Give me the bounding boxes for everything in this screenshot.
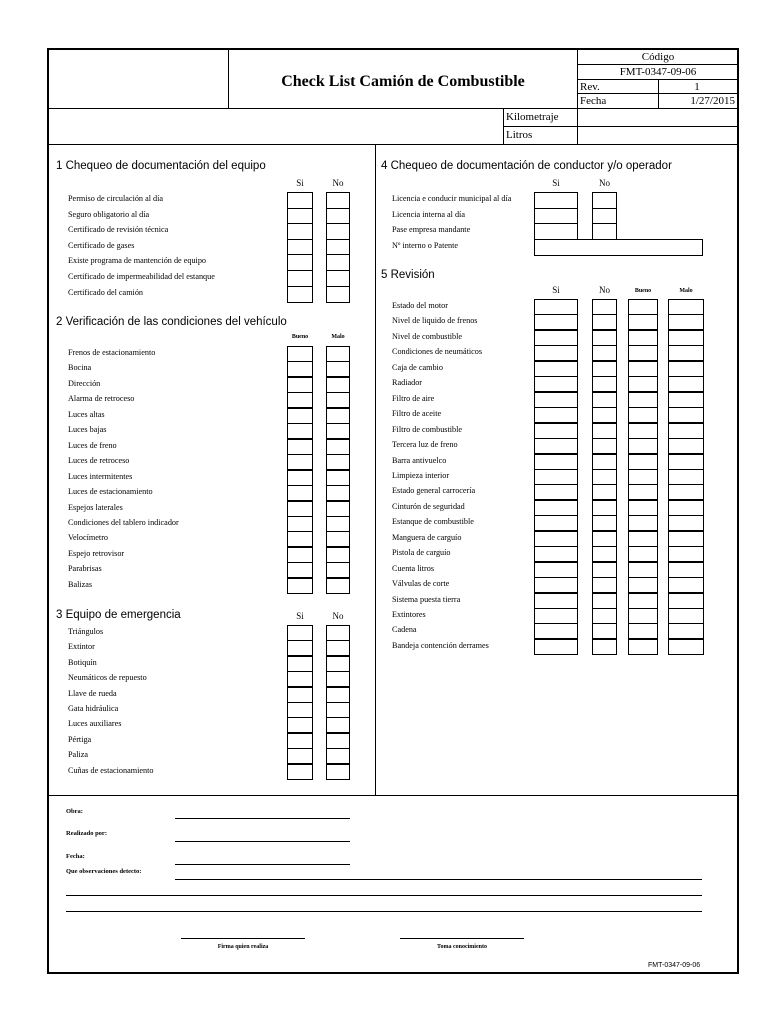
section2-item-label: Luces altas (68, 409, 105, 419)
section2-checkbox-col1[interactable] (287, 377, 313, 393)
section2-checkbox-col2[interactable] (326, 485, 350, 501)
section1-checkbox-col2[interactable] (326, 270, 350, 287)
section4-text-field[interactable] (534, 239, 703, 256)
section5-checkbox-col1[interactable] (534, 438, 578, 454)
section5-checkbox-col3[interactable] (628, 407, 658, 423)
section5-checkbox-col2[interactable] (592, 314, 617, 330)
section5-item-label: Limpieza interior (392, 470, 450, 480)
section3-checkbox-col1[interactable] (287, 640, 313, 656)
section5-item-label: Estado del motor (392, 301, 448, 310)
section5-item-label: Manguera de carguío (392, 532, 462, 542)
section2-checkbox-col1[interactable] (287, 439, 313, 455)
section5-checkbox-col2[interactable] (592, 546, 617, 562)
section5-checkbox-col4[interactable] (668, 639, 704, 655)
section5-checkbox-col1[interactable] (534, 469, 578, 485)
section3-checkbox-col1[interactable] (287, 748, 313, 764)
section4-checkbox-col1[interactable] (534, 192, 578, 209)
section5-checkbox-col3[interactable] (628, 330, 658, 346)
section5-col-bueno: Bueno (634, 288, 652, 294)
section5-checkbox-col4[interactable] (668, 546, 704, 562)
section1-item-label: Existe programa de mantención de equipo (68, 256, 207, 266)
section5-checkbox-col4[interactable] (668, 484, 704, 500)
section3-item-label: Pértiga (68, 734, 92, 744)
section3-checkbox-col2[interactable] (326, 702, 350, 718)
section5-checkbox-col4[interactable] (668, 608, 704, 624)
section5-col-no: No (599, 285, 610, 295)
section3-item-label: Gata hidráulica (68, 704, 119, 713)
section2-checkbox-col1[interactable] (287, 423, 313, 439)
section1-checkbox-col2[interactable] (326, 239, 350, 256)
section3-checkbox-col1[interactable] (287, 687, 313, 703)
section1-checkbox-col1[interactable] (287, 286, 313, 303)
section5-checkbox-col2[interactable] (592, 577, 617, 593)
section2-checkbox-col1[interactable] (287, 485, 313, 501)
section2-item-label: Velocímetro (68, 533, 109, 543)
section1-item-label: Permiso de circulación al día (68, 194, 164, 203)
firma-line[interactable] (181, 938, 305, 939)
section2-checkbox-col1[interactable] (287, 578, 313, 594)
section5-checkbox-col4[interactable] (668, 423, 704, 439)
section2-col-bueno: Bueno (291, 334, 309, 340)
section5-checkbox-col4[interactable] (668, 469, 704, 485)
section5-item-label: Nivel de combustible (392, 331, 463, 341)
section1-checkbox-col2[interactable] (326, 208, 350, 225)
section2-checkbox-col2[interactable] (326, 470, 350, 486)
section5-col-malo: Malo (679, 288, 693, 294)
section5-item-label: Válvulas de corte (392, 579, 450, 589)
section2-title: 2 Verificación de las condiciones del vehículo (56, 316, 287, 328)
section5-checkbox-col1[interactable] (534, 484, 578, 500)
section5-item-label: Cadena (392, 625, 417, 635)
section2-checkbox-col1[interactable] (287, 392, 313, 408)
section5-checkbox-col3[interactable] (628, 577, 658, 593)
info-bottom-line (48, 144, 738, 145)
section2-checkbox-col1[interactable] (287, 408, 313, 424)
section5-checkbox-col3[interactable] (628, 345, 658, 361)
section5-item-label: Filtro de aceite (392, 409, 442, 419)
section2-item-label: Condiciones del tablero indicador (68, 517, 179, 527)
section1-title: 1 Chequeo de documentación del equipo (56, 160, 266, 172)
footer-code: FMT-0347-09-06 (648, 962, 701, 969)
section1-checkbox-col2[interactable] (326, 286, 350, 303)
section4-item-label: Pase empresa mandante (392, 225, 471, 235)
section3-item-label: Botiquín (68, 657, 97, 667)
section5-checkbox-col1[interactable] (534, 546, 578, 562)
section1-item-label: Certificado de impermeabilidad del estanque (68, 272, 215, 281)
section4-checkbox-col2[interactable] (592, 192, 617, 209)
section1-checkbox-col2[interactable] (326, 192, 350, 209)
section5-checkbox-col3[interactable] (628, 299, 658, 315)
section1-checkbox-col2[interactable] (326, 223, 350, 240)
section2-item-label: Parabrisas (68, 564, 102, 574)
section2-checkbox-col1[interactable] (287, 547, 313, 563)
section2-item-label: Luces de freno (68, 440, 117, 450)
section5-checkbox-col3[interactable] (628, 546, 658, 562)
section5-checkbox-col1[interactable] (534, 314, 578, 330)
section3-item-label: Neumáticos de repuesto (68, 673, 147, 683)
section5-item-label: Radiador (392, 378, 423, 388)
fecha-label: Fecha (580, 95, 607, 107)
section5-checkbox-col2[interactable] (592, 593, 617, 609)
section5-checkbox-col1[interactable] (534, 376, 578, 392)
section5-checkbox-col3[interactable] (628, 484, 658, 500)
section5-checkbox-col1[interactable] (534, 423, 578, 439)
section5-checkbox-col3[interactable] (628, 361, 658, 377)
section5-checkbox-col3[interactable] (628, 531, 658, 547)
section3-title: 3 Equipo de emergencia (56, 609, 181, 621)
section5-item-label: Caja de cambio (392, 362, 443, 372)
section5-checkbox-col4[interactable] (668, 562, 704, 578)
section5-checkbox-col4[interactable] (668, 299, 704, 315)
obra-label: Obra: (66, 808, 83, 815)
section1-item-label: Certificado de revisión técnica (68, 225, 169, 235)
section3-checkbox-col2[interactable] (326, 656, 350, 672)
section5-checkbox-col3[interactable] (628, 608, 658, 624)
section5-checkbox-col1[interactable] (534, 454, 578, 470)
section2-item-label: Luces bajas (68, 425, 107, 435)
section2-item-label: Dirección (68, 378, 101, 388)
section4-item-label: Licencia e conducir municipal al día (392, 194, 512, 203)
section5-checkbox-col4[interactable] (668, 392, 704, 408)
section4-col-no: No (599, 178, 610, 188)
toma-label: Toma conocimiento (437, 944, 487, 950)
section2-checkbox-col2[interactable] (326, 392, 350, 408)
section1-item-label: Certificado de gases (68, 240, 135, 250)
section5-checkbox-col2[interactable] (592, 484, 617, 500)
section5-checkbox-col4[interactable] (668, 314, 704, 330)
section5-item-label: Pistola de carguío (392, 548, 451, 558)
rev-value: 1 (694, 81, 700, 93)
section1-checkbox-col1[interactable] (287, 270, 313, 287)
section2-checkbox-col1[interactable] (287, 562, 313, 578)
section5-item-label: Nivel de liquido de frenos (392, 316, 478, 326)
section3-item-label: Luces auxiliares (68, 719, 122, 729)
section5-checkbox-col1[interactable] (534, 515, 578, 531)
observaciones-line-3[interactable] (66, 911, 702, 912)
section2-item-label: Luces de retroceso (68, 456, 130, 466)
section1-checkbox-col1[interactable] (287, 223, 313, 240)
section2-checkbox-col2[interactable] (326, 501, 350, 517)
section2-checkbox-col2[interactable] (326, 377, 350, 393)
section5-checkbox-col3[interactable] (628, 515, 658, 531)
fecha-value: 1/27/2015 (690, 95, 735, 107)
section2-checkbox-col2[interactable] (326, 423, 350, 439)
observaciones-line-1[interactable] (175, 879, 702, 880)
section2-checkbox-col1[interactable] (287, 531, 313, 547)
section2-item-label: Bocina (68, 363, 92, 373)
section5-checkbox-col4[interactable] (668, 345, 704, 361)
section2-col-malo: Malo (331, 334, 345, 340)
section3-checkbox-col2[interactable] (326, 733, 350, 749)
firma-label: Firma quien realiza (217, 944, 269, 950)
section2-item-label: Espejos laterales (68, 502, 123, 512)
realizado-field[interactable] (175, 841, 350, 842)
section2-checkbox-col2[interactable] (326, 578, 350, 594)
section5-checkbox-col3[interactable] (628, 623, 658, 639)
section5-checkbox-col4[interactable] (668, 577, 704, 593)
section3-item-label: Llave de rueda (68, 688, 117, 698)
section5-checkbox-col2[interactable] (592, 469, 617, 485)
section5-checkbox-col4[interactable] (668, 500, 704, 516)
observaciones-line-2[interactable] (66, 895, 702, 896)
section5-item-label: Filtro de aire (392, 393, 435, 403)
section5-item-label: Condiciones de neumáticos (392, 347, 483, 357)
toma-line[interactable] (400, 938, 524, 939)
section5-checkbox-col2[interactable] (592, 407, 617, 423)
section5-checkbox-col3[interactable] (628, 392, 658, 408)
section5-checkbox-col2[interactable] (592, 531, 617, 547)
footer-top-line (48, 795, 738, 796)
section1-checkbox-col1[interactable] (287, 208, 313, 225)
section3-checkbox-col1[interactable] (287, 625, 313, 641)
section2-checkbox-col1[interactable] (287, 346, 313, 362)
fecha-footer-field[interactable] (175, 864, 350, 865)
section2-checkbox-col2[interactable] (326, 454, 350, 470)
section5-checkbox-col2[interactable] (592, 330, 617, 346)
section5-checkbox-col1[interactable] (534, 577, 578, 593)
section5-checkbox-col2[interactable] (592, 608, 617, 624)
section2-checkbox-col2[interactable] (326, 361, 350, 377)
codigo-value: FMT-0347-09-06 (619, 66, 697, 78)
section5-item-label: Cinturón de seguridad (392, 501, 465, 511)
section3-checkbox-col2[interactable] (326, 764, 350, 780)
section5-checkbox-col3[interactable] (628, 438, 658, 454)
section5-checkbox-col3[interactable] (628, 454, 658, 470)
section1-checkbox-col2[interactable] (326, 254, 350, 271)
section5-checkbox-col4[interactable] (668, 623, 704, 639)
section5-checkbox-col4[interactable] (668, 376, 704, 392)
section3-item-label: Cuñas de estacionamiento (68, 765, 154, 775)
section2-checkbox-col1[interactable] (287, 516, 313, 532)
section2-item-label: Frenos de estacionamiento (68, 348, 156, 357)
section4-col-si: Si (552, 178, 560, 188)
section4-title: 4 Chequeo de documentación de conductor y/o operador (381, 160, 672, 172)
section3-checkbox-col2[interactable] (326, 671, 350, 687)
section5-item-label: Filtro de combustible (392, 424, 463, 434)
section3-checkbox-col2[interactable] (326, 640, 350, 656)
section5-checkbox-col3[interactable] (628, 314, 658, 330)
section2-item-label: Espejo retrovisor (68, 548, 125, 558)
section5-checkbox-col4[interactable] (668, 330, 704, 346)
section5-checkbox-col3[interactable] (628, 500, 658, 516)
section5-checkbox-col2[interactable] (592, 345, 617, 361)
section5-item-label: Cuenta litros (392, 563, 435, 573)
section1-col-si: Si (296, 178, 304, 188)
section5-checkbox-col1[interactable] (534, 608, 578, 624)
section5-checkbox-col1[interactable] (534, 562, 578, 578)
section5-checkbox-col4[interactable] (668, 454, 704, 470)
section1-checkbox-col1[interactable] (287, 192, 313, 209)
section5-checkbox-col2[interactable] (592, 423, 617, 439)
km-line (503, 126, 738, 127)
section3-checkbox-col1[interactable] (287, 702, 313, 718)
section2-checkbox-col2[interactable] (326, 439, 350, 455)
section5-item-label: Estanque de combustible (392, 517, 474, 527)
section5-item-label: Bandeja contención derrames (392, 640, 489, 650)
section5-checkbox-col2[interactable] (592, 500, 617, 516)
section5-checkbox-col3[interactable] (628, 639, 658, 655)
section5-checkbox-col4[interactable] (668, 407, 704, 423)
section1-item-label: Certificado del camión (68, 287, 144, 297)
obra-field[interactable] (175, 818, 350, 819)
kilometraje-label: Kilometraje (506, 111, 559, 123)
section2-checkbox-col2[interactable] (326, 547, 350, 563)
section2-item-label: Luces intermitentes (68, 471, 133, 481)
section5-checkbox-col1[interactable] (534, 345, 578, 361)
section5-checkbox-col3[interactable] (628, 469, 658, 485)
section2-checkbox-col2[interactable] (326, 408, 350, 424)
section5-checkbox-col1[interactable] (534, 639, 578, 655)
section5-col-si: Si (552, 285, 560, 295)
section5-item-label: Barra antivuelco (392, 455, 447, 465)
section5-checkbox-col2[interactable] (592, 623, 617, 639)
section5-checkbox-col2[interactable] (592, 562, 617, 578)
section5-checkbox-col4[interactable] (668, 361, 704, 377)
realizado-label: Realizado por: (66, 830, 107, 837)
section5-checkbox-col2[interactable] (592, 376, 617, 392)
section5-checkbox-col3[interactable] (628, 423, 658, 439)
section4-checkbox-col1[interactable] (534, 223, 578, 240)
section5-checkbox-col4[interactable] (668, 593, 704, 609)
section3-checkbox-col1[interactable] (287, 671, 313, 687)
center-divider (375, 144, 376, 795)
section5-checkbox-col2[interactable] (592, 639, 617, 655)
section2-checkbox-col2[interactable] (326, 346, 350, 362)
section5-checkbox-col2[interactable] (592, 454, 617, 470)
section5-checkbox-col3[interactable] (628, 593, 658, 609)
litros-label: Litros (506, 129, 533, 141)
section5-checkbox-col1[interactable] (534, 500, 578, 516)
section1-item-label: Seguro obligatorio al día (68, 209, 150, 219)
section1-checkbox-col1[interactable] (287, 254, 313, 271)
section5-checkbox-col1[interactable] (534, 407, 578, 423)
section5-checkbox-col3[interactable] (628, 376, 658, 392)
section3-checkbox-col2[interactable] (326, 687, 350, 703)
section5-item-label: Tercera luz de freno (392, 440, 458, 450)
section3-item-label: Triángulos (68, 627, 104, 636)
section5-item-label: Sistema puesta tierra (392, 594, 461, 604)
section5-checkbox-col4[interactable] (668, 515, 704, 531)
section4-item-label: Nº interno o Patente (392, 240, 458, 250)
section5-checkbox-col2[interactable] (592, 392, 617, 408)
section3-checkbox-col2[interactable] (326, 625, 350, 641)
section5-checkbox-col2[interactable] (592, 299, 617, 315)
section2-item-label: Alarma de retroceso (68, 394, 135, 404)
section5-checkbox-col1[interactable] (534, 623, 578, 639)
section4-checkbox-col2[interactable] (592, 208, 617, 225)
section4-checkbox-col2[interactable] (592, 223, 617, 240)
section2-checkbox-col1[interactable] (287, 361, 313, 377)
section5-checkbox-col2[interactable] (592, 515, 617, 531)
observaciones-label: Que observaciones detecto: (66, 868, 142, 875)
fecha-footer-label: Fecha: (66, 853, 85, 860)
section5-checkbox-col4[interactable] (668, 531, 704, 547)
section5-checkbox-col4[interactable] (668, 438, 704, 454)
section2-item-label: Balizas (68, 579, 93, 589)
section5-checkbox-col1[interactable] (534, 361, 578, 377)
section3-checkbox-col1[interactable] (287, 764, 313, 780)
section2-checkbox-col2[interactable] (326, 562, 350, 578)
section2-checkbox-col1[interactable] (287, 470, 313, 486)
section2-checkbox-col2[interactable] (326, 516, 350, 532)
section1-checkbox-col1[interactable] (287, 239, 313, 256)
section2-item-label: Luces de estacionamiento (68, 487, 153, 497)
section5-checkbox-col1[interactable] (534, 299, 578, 315)
section3-col-no: No (332, 611, 344, 621)
section5-checkbox-col1[interactable] (534, 593, 578, 609)
section5-checkbox-col2[interactable] (592, 438, 617, 454)
section5-item-label: Estado general carrocería (392, 486, 476, 496)
section2-checkbox-col2[interactable] (326, 531, 350, 547)
section2-checkbox-col1[interactable] (287, 454, 313, 470)
section5-item-label: Extintores (392, 610, 426, 619)
section3-checkbox-col1[interactable] (287, 733, 313, 749)
section5-checkbox-col1[interactable] (534, 330, 578, 346)
section5-checkbox-col3[interactable] (628, 562, 658, 578)
section3-item-label: Paliza (68, 750, 89, 760)
section3-item-label: Extintor (68, 642, 95, 652)
header-bottom-line (48, 108, 738, 109)
section3-checkbox-col1[interactable] (287, 717, 313, 733)
section3-checkbox-col2[interactable] (326, 717, 350, 733)
section5-checkbox-col2[interactable] (592, 361, 617, 377)
section4-item-label: Licencia interna al día (392, 209, 465, 219)
section2-checkbox-col1[interactable] (287, 501, 313, 517)
section3-col-si: Si (296, 611, 304, 621)
rev-label: Rev. (580, 81, 600, 93)
section3-checkbox-col1[interactable] (287, 656, 313, 672)
section1-col-no: No (332, 178, 344, 188)
section3-checkbox-col2[interactable] (326, 748, 350, 764)
section5-checkbox-col1[interactable] (534, 531, 578, 547)
codigo-label: Código (641, 51, 675, 63)
section5-checkbox-col1[interactable] (534, 392, 578, 408)
section5-title: 5 Revisión (381, 269, 435, 281)
page-title: Check List Camión de Combustible (281, 73, 525, 90)
section4-checkbox-col1[interactable] (534, 208, 578, 225)
